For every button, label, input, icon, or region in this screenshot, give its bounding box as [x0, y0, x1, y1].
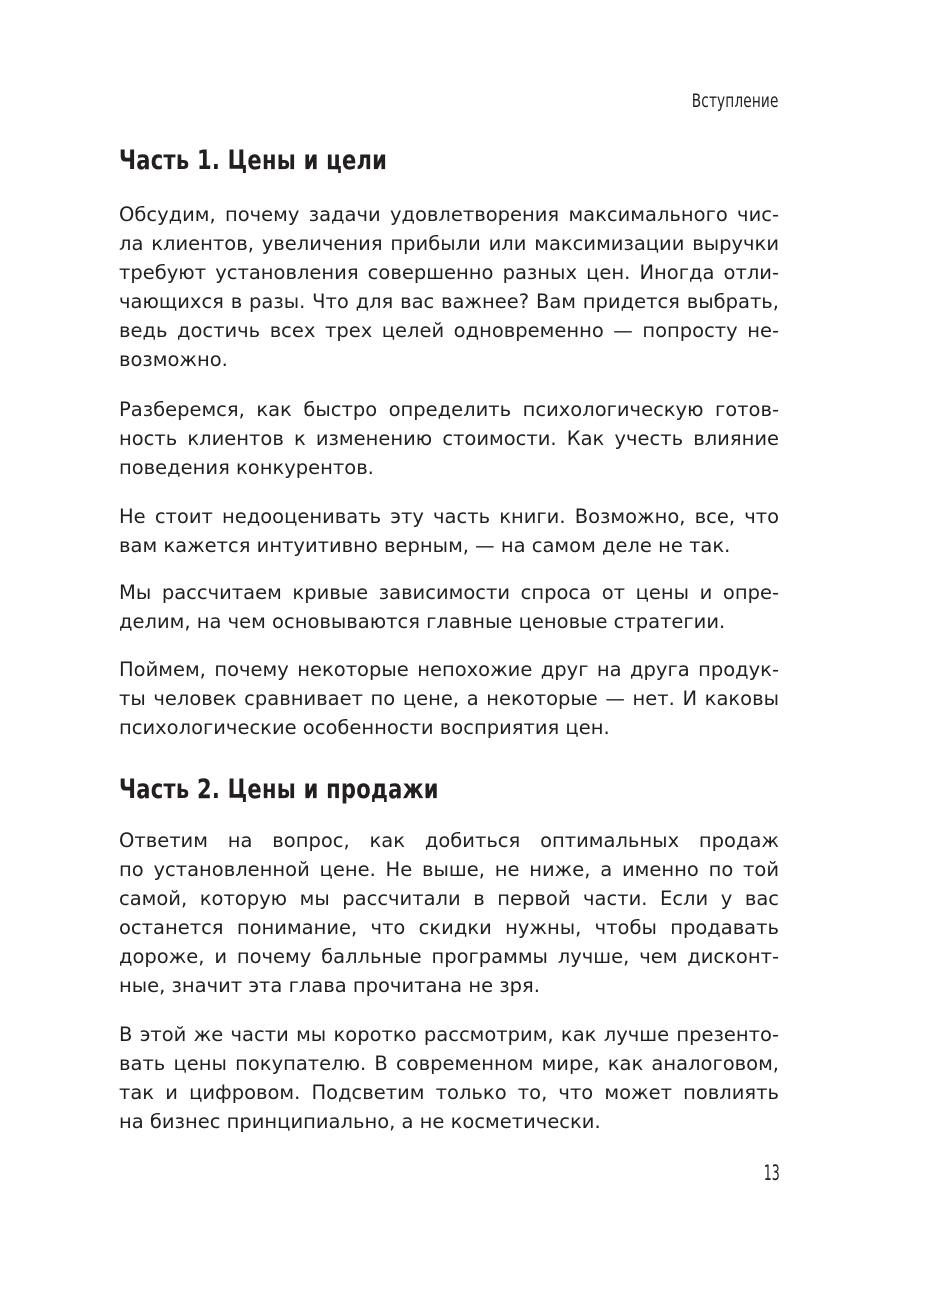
text-line: Разберемся, как быстро определить психологическую готов-	[119, 398, 779, 421]
text-line: ла клиентов, увеличения прибыли или максимизации выручки	[119, 232, 779, 255]
text-line: по установленной цене. Не выше, не ниже, а именно по той	[119, 858, 779, 881]
text-line: вать цены покупателю. В современном мире, как аналоговом,	[119, 1052, 779, 1075]
text-line: Мы рассчитаем кривые зависимости спроса от цены и опре-	[119, 581, 779, 604]
text-line: возможно.	[119, 348, 228, 371]
section-2-heading: Часть 2. Цены и продажи	[119, 774, 439, 805]
text-line: требуют установления совершенно разных цен. Иногда отли-	[119, 261, 779, 284]
text-line: делим, на чем основываются главные ценовые стратегии.	[119, 610, 726, 633]
section-1-paragraph-1	[119, 200, 779, 374]
text-line: Поймем, почему некоторые непохожие друг на друга продук-	[119, 658, 779, 681]
text-line: вам кажется интуитивно верным, — на самом деле не так.	[119, 534, 731, 557]
section-1-paragraph-2	[119, 395, 779, 482]
section-2-paragraph-1	[119, 826, 779, 1000]
text-line: психологические особенности восприятия цен.	[119, 716, 610, 739]
section-1-heading: Часть 1. Цены и цели	[119, 145, 388, 176]
section-1-paragraph-4	[119, 578, 779, 636]
text-line: Ответим на вопрос, как добиться оптимальных продаж	[119, 829, 779, 852]
text-line: ведь достичь всех трех целей одновременно — попросту не-	[119, 319, 779, 342]
text-line: ты человек сравнивает по цене, а некоторые — нет. И каковы	[119, 687, 779, 710]
running-head: Вступление	[692, 90, 779, 112]
text-line: чающихся в разы. Что для вас важнее? Вам придется выбрать,	[119, 290, 779, 313]
section-1-paragraph-5	[119, 655, 779, 742]
text-line: ные, значит эта глава прочитана не зря.	[119, 974, 540, 997]
text-line: Обсудим, почему задачи удовлетворения максимального чис-	[119, 203, 779, 226]
text-line: останется понимание, что скидки нужны, чтобы продавать	[119, 916, 779, 939]
text-line: ность клиентов к изменению стоимости. Как учесть влияние	[119, 427, 779, 450]
text-line: так и цифровом. Подсветим только то, что может повлиять	[119, 1081, 779, 1104]
text-line: самой, которую мы рассчитали в первой части. Если у вас	[119, 887, 779, 910]
text-line: поведения конкурентов.	[119, 456, 374, 479]
page-number: 13	[763, 1161, 780, 1185]
section-1-paragraph-3	[119, 502, 779, 560]
text-line: В этой же части мы коротко рассмотрим, как лучше презенто-	[119, 1023, 779, 1046]
text-line: Не стоит недооценивать эту часть книги. Возможно, все, что	[119, 505, 779, 528]
text-line: дороже, и почему балльные программы лучше, чем дисконт-	[119, 945, 779, 968]
section-2-paragraph-2	[119, 1020, 779, 1136]
text-line: на бизнес принципиально, а не косметически.	[119, 1110, 601, 1133]
